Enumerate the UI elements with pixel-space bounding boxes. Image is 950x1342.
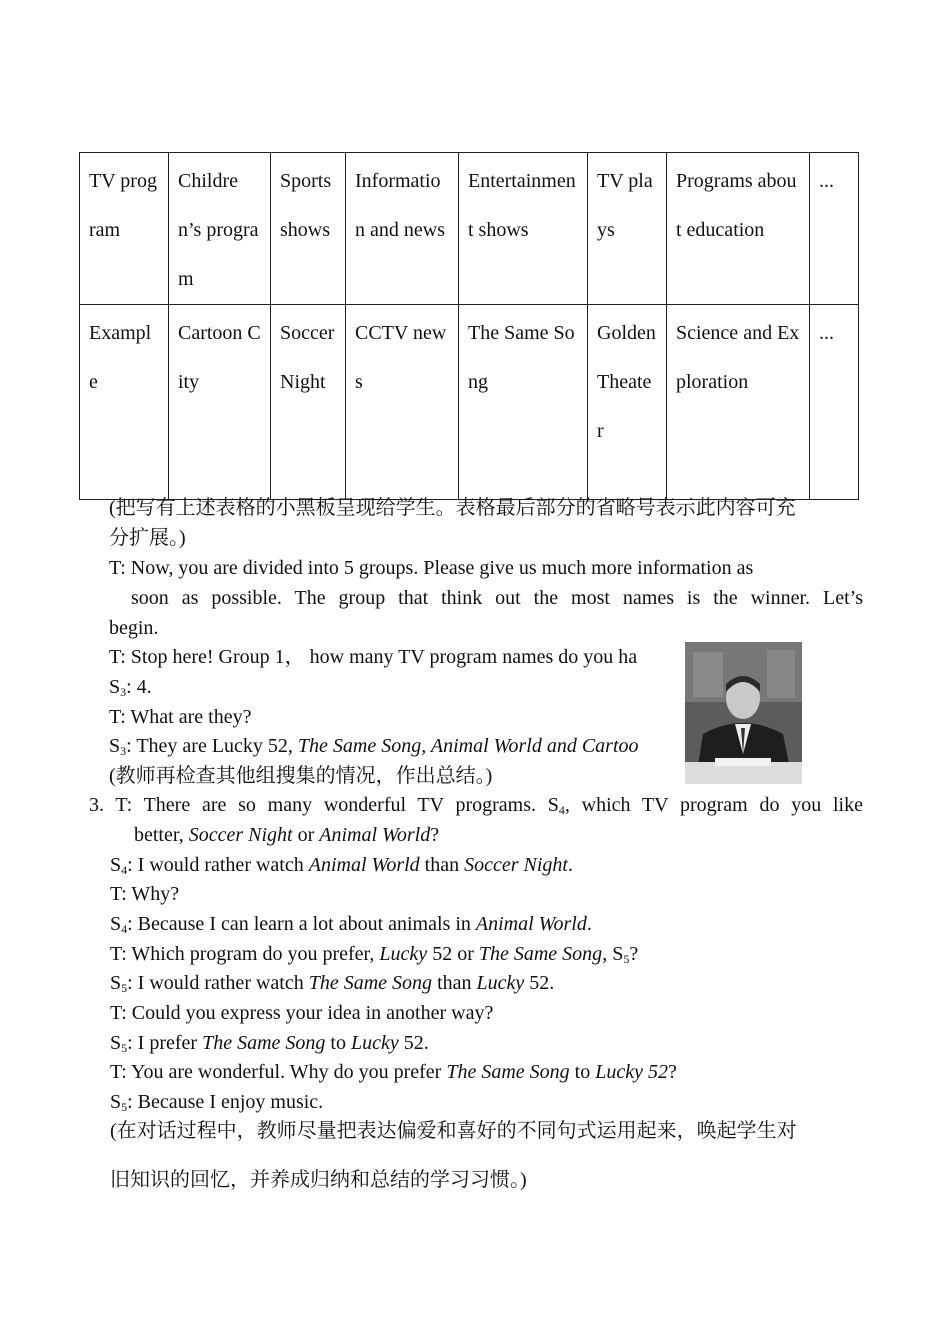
- table-cell: ...: [810, 153, 859, 305]
- dialogue-line: $S_5$: I would rather watch The Same Song than Lucky 52.: [110, 972, 555, 995]
- dialogue-line: T: Which program do you prefer, Lucky 52 or The Same Song, $S_5$?: [110, 943, 639, 966]
- table-cell: Science and Exploration: [667, 305, 810, 500]
- note-line: (教师再检查其他组搜集的情况，作出总结。): [109, 765, 493, 787]
- table-row-example: [80, 305, 859, 500]
- news-anchor-photo: [685, 642, 802, 784]
- dialogue-line: begin.: [109, 617, 159, 639]
- dialogue-line: 3. T: There are so many wonderful TV programs. $S_4$, which TV program do you like: [89, 794, 863, 817]
- dialogue-line: T: Why?: [110, 883, 180, 905]
- table-cell: Sports shows: [271, 153, 346, 305]
- dialogue-line: T: You are wonderful. Why do you prefer The Same Song to Lucky 52?: [110, 1061, 677, 1083]
- table-cell: The Same Song: [459, 305, 588, 500]
- dialogue-line: $S_3$: They are Lucky 52, The Same Song, Animal World and Cartoo: [109, 735, 639, 758]
- dialogue-line: $S_5$: Because I enjoy music.: [110, 1091, 324, 1114]
- tv-program-table: [79, 152, 859, 500]
- table-cell: Soccer Night: [271, 305, 346, 500]
- table-cell: Example: [80, 305, 169, 500]
- dialogue-line: T: What are they?: [109, 706, 252, 728]
- dialogue-line: $S_3$: 4.: [109, 676, 152, 699]
- dialogue-line: T: Could you express your idea in another way?: [110, 1002, 494, 1024]
- table-cell: Entertainment shows: [459, 153, 588, 305]
- table-cell: Cartoon City: [169, 305, 271, 500]
- table-cell: Golden Theater: [588, 305, 667, 500]
- table-cell: TV plays: [588, 153, 667, 305]
- note-line: 分扩展。): [109, 527, 186, 549]
- table-cell: CCTV news: [346, 305, 459, 500]
- table-cell: Information and news: [346, 153, 459, 305]
- table-row-header: [80, 153, 859, 305]
- table-cell: Children’s program: [169, 153, 271, 305]
- note-line: 旧知识的回忆，并养成归纳和总结的学习习惯。): [110, 1169, 527, 1191]
- table-cell: Programs about education: [667, 153, 810, 305]
- note-line: (在对话过程中，教师尽量把表达偏爱和喜好的不同句式运用起来，唤起学生对: [110, 1120, 797, 1142]
- dialogue-line: $S_4$: I would rather watch Animal World than Soccer Night.: [110, 854, 573, 877]
- dialogue-line: $S_4$: Because I can learn a lot about animals in Animal World.: [110, 913, 592, 936]
- dialogue-line: T: Stop here! Group 1， how many TV program names do you ha: [109, 646, 638, 668]
- note-line: (把写有上述表格的小黑板呈现给学生。表格最后部分的省略号表示此内容可充: [109, 497, 796, 519]
- dialogue-line: T: Now, you are divided into 5 groups. Please give us much more information as: [109, 557, 754, 579]
- table-cell: TV program: [80, 153, 169, 305]
- table-cell: ...: [810, 305, 859, 500]
- dialogue-line: soon as possible. The group that think out the most names is the winner. Let’s: [131, 587, 863, 609]
- dialogue-line: better, Soccer Night or Animal World?: [134, 824, 440, 846]
- dialogue-line: $S_5$: I prefer The Same Song to Lucky 52.: [110, 1032, 429, 1055]
